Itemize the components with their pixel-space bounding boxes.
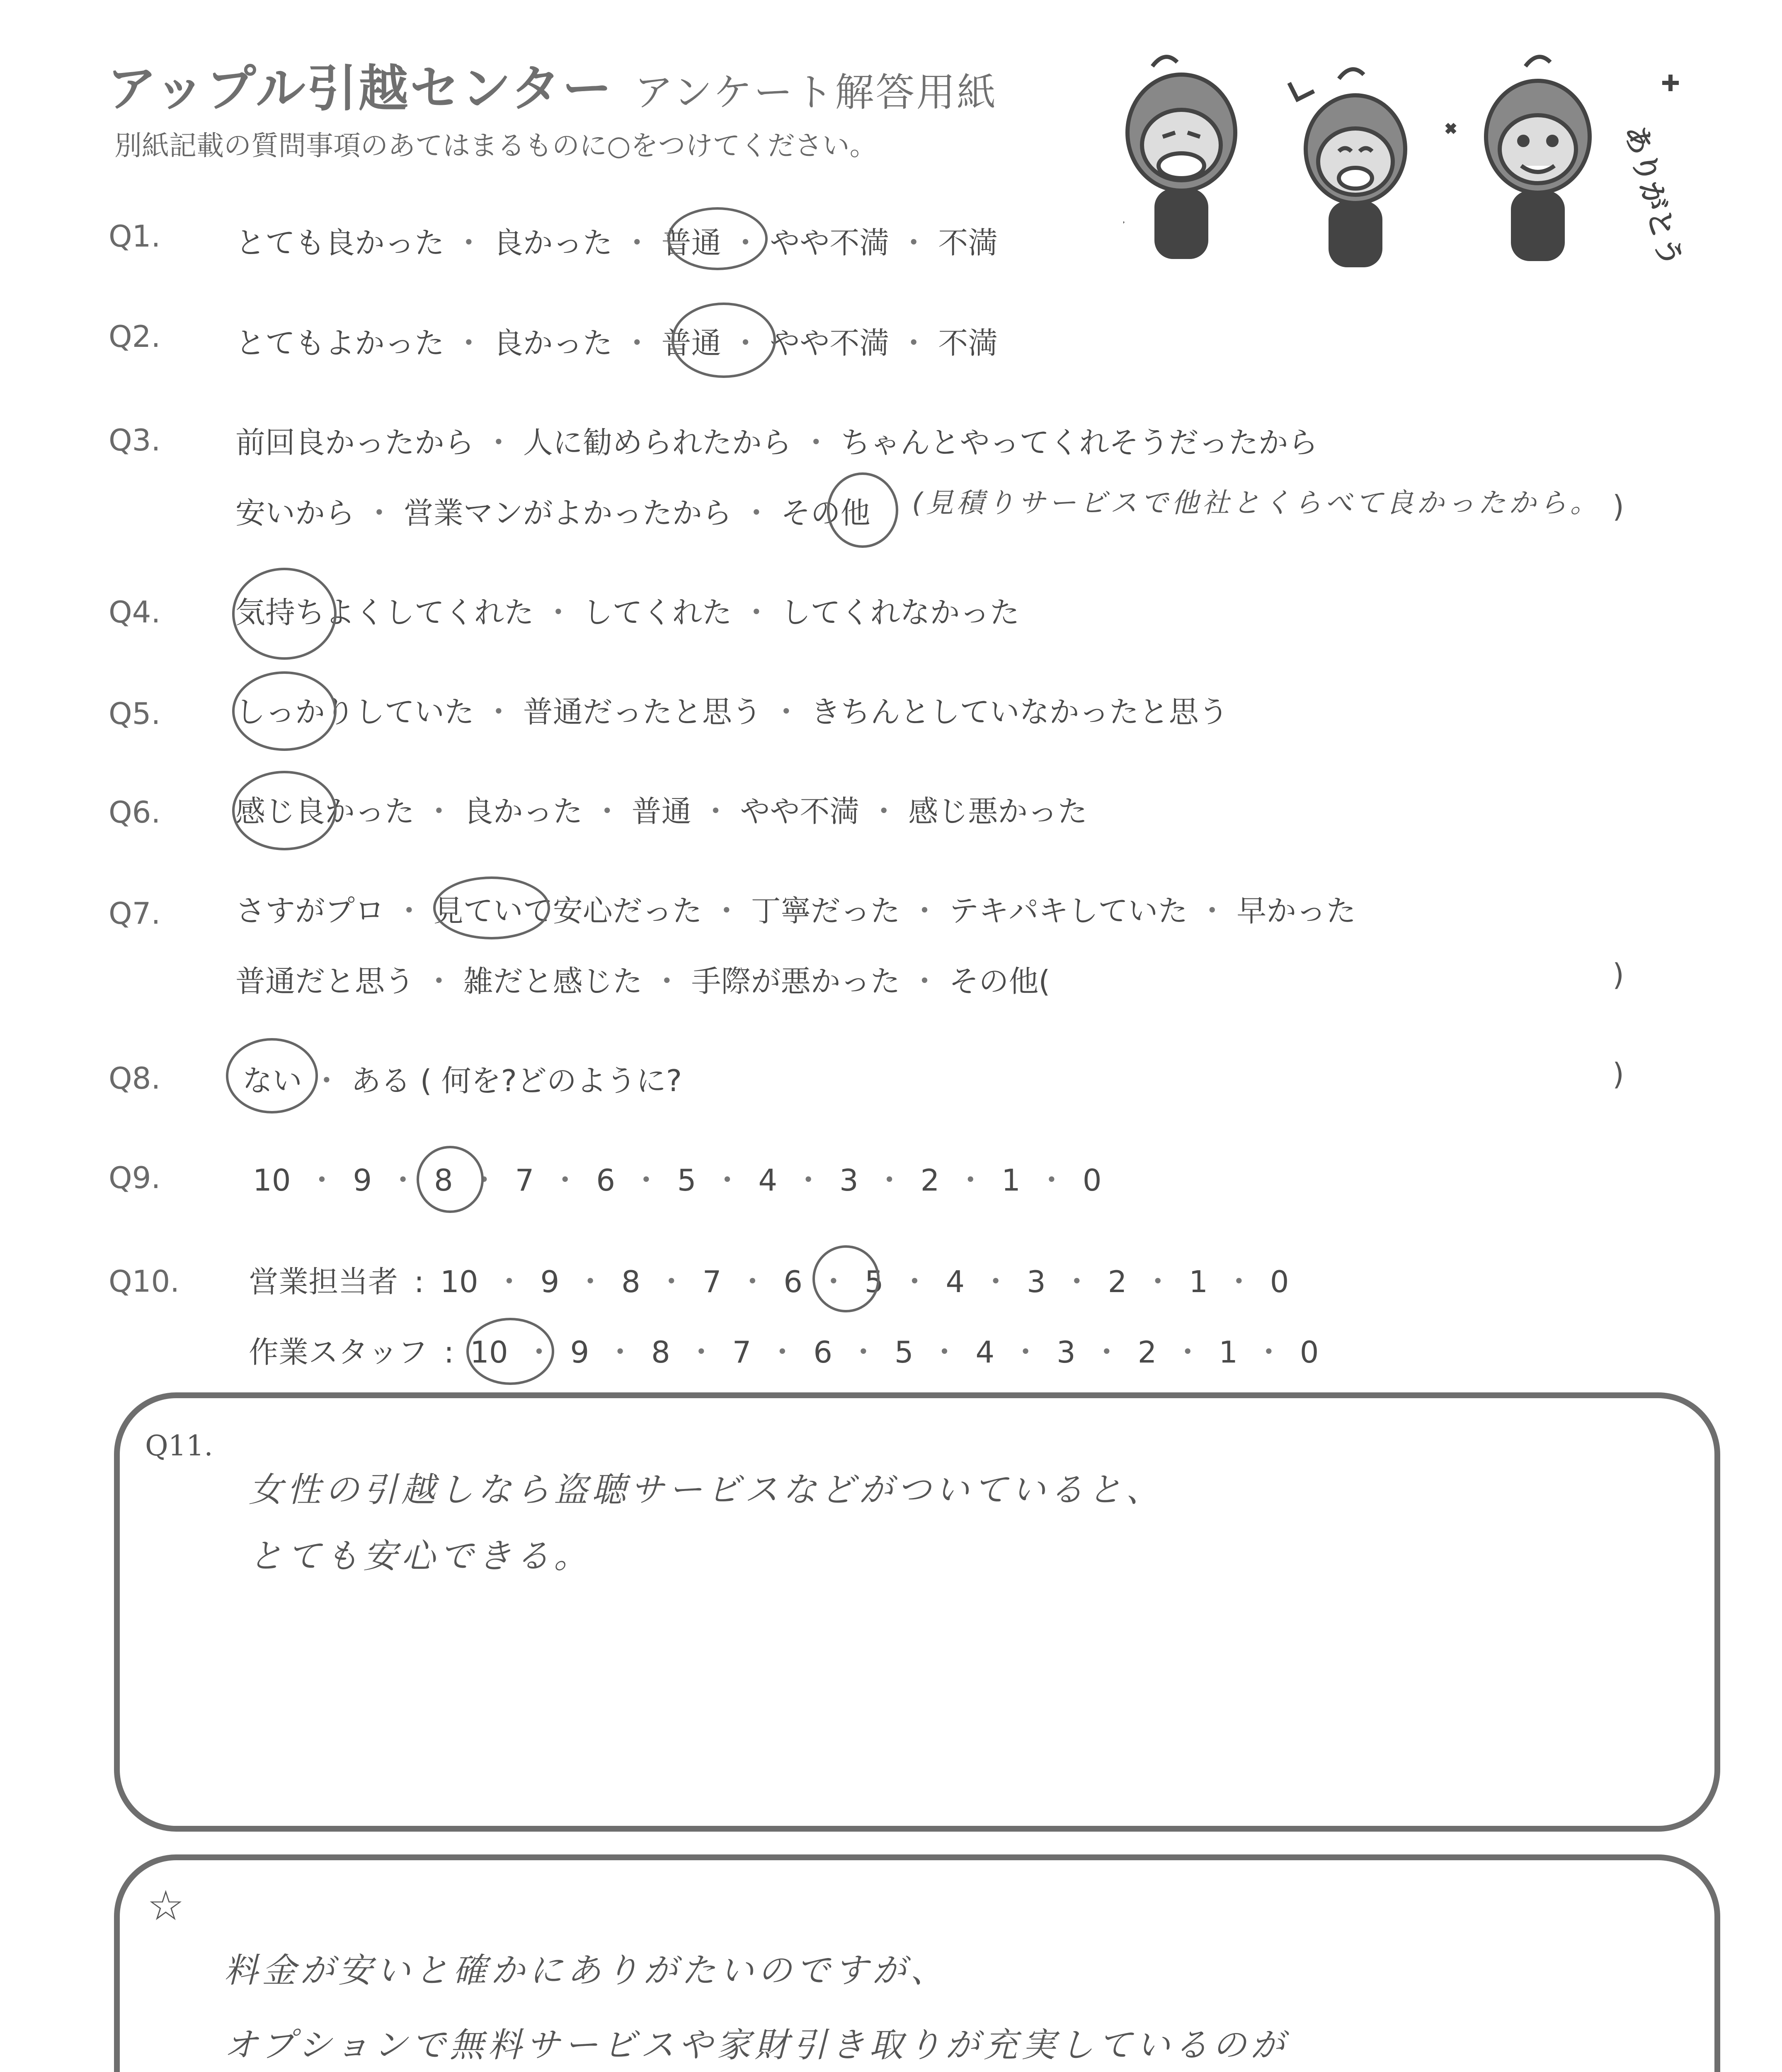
q11-handwritten-line2: とても安心できる。 — [249, 1537, 592, 1576]
free-comment-line2: オプションで無料サービスや家財引き取りが充実しているのが — [224, 2026, 1289, 2065]
q9-10[interactable]: 10 — [253, 1163, 291, 1198]
q11-comment-box[interactable] — [114, 1392, 1720, 1832]
q1-opt3[interactable]: 普通 — [661, 225, 721, 260]
q10-staff-3[interactable]: 3 — [1057, 1335, 1076, 1370]
q9-6[interactable]: 6 — [596, 1163, 615, 1198]
q10-sales-9[interactable]: 9 — [540, 1264, 560, 1299]
q2-number: Q2. — [109, 319, 161, 354]
q9-0[interactable]: 0 — [1082, 1163, 1102, 1198]
star-icon: ☆ — [147, 1881, 184, 1930]
q3-options-line1: 前回良かったから ・ 人に勧められたから ・ ちゃんとやってくれそうだったから — [235, 425, 1318, 460]
q6-answer-circle — [232, 771, 337, 850]
q3-close-paren: ) — [1612, 489, 1624, 524]
survey-title — [107, 49, 997, 120]
q1-options: とても良かった ・ 良かった ・ 普通 ・ やや不満 ・ 不満 — [235, 225, 998, 260]
q10-staff-5[interactable]: 5 — [894, 1335, 914, 1370]
q9-number: Q9. — [109, 1160, 161, 1195]
q10-staff-2[interactable]: 2 — [1137, 1335, 1157, 1370]
q7-opt8[interactable]: 手際が悪かった — [691, 964, 900, 999]
q3-opt6[interactable]: その他 — [781, 496, 870, 530]
q1-opt2[interactable]: 良かった — [493, 225, 613, 260]
thanks-text: ありがとう — [1618, 121, 1689, 271]
q10-staff-8[interactable]: 8 — [651, 1335, 670, 1370]
q10-sales-3[interactable]: 3 — [1027, 1264, 1046, 1299]
q9-4[interactable]: 4 — [758, 1163, 778, 1198]
q10-staff-1[interactable]: 1 — [1219, 1335, 1238, 1370]
q10-staff-answer-circle — [466, 1318, 554, 1385]
q10-staff-label: 作業スタッフ : — [249, 1335, 454, 1370]
q11-label: Q11. — [145, 1430, 213, 1462]
q1-answer-circle — [667, 207, 768, 270]
q10-staff-0[interactable]: 0 — [1300, 1335, 1319, 1370]
q10-staff-6[interactable]: 6 — [813, 1335, 833, 1370]
q10-staff-7[interactable]: 7 — [732, 1335, 752, 1370]
q10-sales-8[interactable]: 8 — [621, 1264, 640, 1299]
q9-scale: 10 ・ 9 ・ 8 ・ 7 ・ 6 ・ 5 ・ 4 ・ 3 ・ 2 ・ 1 ・ 0 — [253, 1163, 1102, 1198]
q7-options-line1: さすがプロ ・ 見ていて安心だった ・ 丁寧だった ・ テキパキしていた ・ 早かった — [235, 893, 1356, 928]
q3-opt4[interactable]: 安いから — [235, 496, 355, 530]
q7-opt1[interactable]: さすがプロ — [235, 893, 385, 928]
q2-opt4[interactable]: やや不満 — [770, 326, 890, 361]
monkey-1-icon — [1123, 57, 1235, 257]
q10-sales-7[interactable]: 7 — [702, 1264, 722, 1299]
form-subtitle: アンケート解答用紙 — [634, 70, 998, 115]
q7-opt4[interactable]: テキパキしていた — [949, 893, 1188, 928]
q10-number: Q10. — [109, 1264, 180, 1299]
q1-number: Q1. — [109, 219, 161, 254]
q10-staff-10[interactable]: 10 — [470, 1335, 508, 1370]
company-name: アップル引越センター — [107, 60, 613, 118]
q10-sales-2[interactable]: 2 — [1108, 1264, 1127, 1299]
q9-7[interactable]: 7 — [515, 1163, 534, 1198]
q10-sales-6[interactable]: 6 — [783, 1264, 803, 1299]
instruction-text: 別紙記載の質問事項のあてはまるものに○をつけてください。 — [114, 130, 877, 162]
q10-sales-4[interactable]: 4 — [946, 1264, 965, 1299]
q10-sales-scale: 営業担当者 : 10 ・ 9 ・ 8 ・ 7 ・ 6 ・ 5 ・ 4 ・ 3 ・ 2 ・ 1 ・ 0 — [249, 1264, 1289, 1299]
mascot-illustration — [1123, 50, 1704, 282]
q10-staff-9[interactable]: 9 — [570, 1335, 589, 1370]
q3-other-handwritten: (見積りサービスで他社とくらべて良かったから。 — [912, 487, 1601, 519]
q5-options: しっかりしていた ・ 普通だったと思う ・ きちんとしていなかったと思う — [235, 695, 1229, 729]
q9-3[interactable]: 3 — [839, 1163, 858, 1198]
q11-handwritten-line1: 女性の引越しなら盗聴サービスなどがついていると、 — [249, 1470, 1164, 1510]
q1-opt4[interactable]: やや不満 — [770, 225, 890, 260]
q5-opt3[interactable]: きちんとしていなかったと思う — [810, 695, 1229, 729]
q7-opt2[interactable]: 見ていて安心だった — [433, 893, 702, 928]
q4-number: Q4. — [109, 595, 161, 629]
q6-opt2[interactable]: 良かった — [463, 794, 583, 829]
q7-opt6[interactable]: 普通だと思う — [235, 964, 415, 999]
q7-number: Q7. — [109, 896, 161, 931]
q3-opt5[interactable]: 営業マンがよかったから — [403, 496, 732, 530]
q9-8[interactable]: 8 — [434, 1163, 453, 1198]
q10-sales-5[interactable]: 5 — [864, 1264, 884, 1299]
q5-answer-circle — [232, 671, 337, 751]
q7-opt9[interactable]: その他( — [949, 964, 1050, 999]
q8-opt2[interactable]: ある ( 何を?どのように? — [351, 1063, 682, 1098]
q8-number: Q8. — [109, 1061, 161, 1096]
q10-sales-label: 営業担当者 : — [249, 1264, 424, 1299]
q4-opt3[interactable]: してくれなかった — [781, 595, 1020, 630]
q3-opt1[interactable]: 前回良かったから — [235, 425, 475, 460]
q7-close-paren: ) — [1612, 957, 1624, 992]
q10-sales-10[interactable]: 10 — [440, 1264, 478, 1299]
q7-options-line2: 普通だと思う ・ 雑だと感じた ・ 手際が悪かった ・ その他( — [235, 964, 1050, 999]
q6-opt1[interactable]: 感じ良かった — [235, 794, 415, 829]
free-comment-line1: 料金が安いと確かにありがたいのですが、 — [224, 1951, 948, 1990]
q2-opt5[interactable]: 不満 — [938, 326, 998, 361]
q9-1[interactable]: 1 — [1001, 1163, 1021, 1198]
q6-opt5[interactable]: 感じ悪かった — [908, 794, 1088, 829]
q6-opt3[interactable]: 普通 — [631, 794, 691, 829]
q2-opt3[interactable]: 普通 — [661, 326, 721, 361]
q9-5[interactable]: 5 — [677, 1163, 696, 1198]
q8-close-paren: ) — [1612, 1057, 1624, 1092]
monkey-2-icon — [1289, 69, 1405, 265]
q2-opt2[interactable]: 良かった — [493, 326, 613, 361]
q10-sales-1[interactable]: 1 — [1189, 1264, 1208, 1299]
q5-opt2[interactable]: 普通だったと思う — [523, 695, 762, 729]
q4-answer-circle — [232, 568, 337, 660]
q3-answer-circle — [827, 472, 898, 548]
q8-options: ない ・ ある ( 何を?どのように? — [242, 1063, 682, 1098]
q2-options: とてもよかった ・ 良かった ・ 普通 ・ やや不満 ・ 不満 — [235, 326, 998, 361]
q9-answer-circle — [417, 1146, 484, 1213]
q10-sales-0[interactable]: 0 — [1270, 1264, 1289, 1299]
q6-number: Q6. — [109, 795, 161, 830]
q9-9[interactable]: 9 — [353, 1163, 372, 1198]
q2-opt1[interactable]: とてもよかった — [235, 326, 445, 361]
q7-opt5[interactable]: 早かった — [1236, 893, 1356, 928]
q8-answer-circle — [226, 1038, 318, 1113]
q2-answer-circle — [672, 303, 776, 378]
q3-options-line2: 安いから ・ 営業マンがよかったから ・ その他 — [235, 496, 870, 530]
q7-answer-circle — [433, 876, 550, 939]
q3-opt3[interactable]: ちゃんとやってくれそうだったから — [840, 425, 1318, 460]
q10-staff-scale: 作業スタッフ : 10 ・ 9 ・ 8 ・ 7 ・ 6 ・ 5 ・ 4 ・ 3 ・ 2 ・ 1 ・ 0 — [249, 1335, 1319, 1370]
q6-opt4[interactable]: やや不満 — [740, 794, 860, 829]
q10-staff-4[interactable]: 4 — [975, 1335, 995, 1370]
q9-2[interactable]: 2 — [920, 1163, 940, 1198]
q4-opt2[interactable]: してくれた — [582, 595, 732, 630]
q4-opt1[interactable]: 気持ちよくしてくれた — [235, 595, 534, 630]
q6-options: 感じ良かった ・ 良かった ・ 普通 ・ やや不満 ・ 感じ悪かった — [235, 794, 1088, 829]
q3-number: Q3. — [109, 423, 161, 457]
q1-opt1[interactable]: とても良かった — [235, 225, 445, 260]
q1-opt5[interactable]: 不満 — [938, 225, 998, 260]
q7-opt3[interactable]: 丁寧だった — [751, 893, 900, 928]
q5-number: Q5. — [109, 696, 161, 731]
monkey-3-icon — [1486, 57, 1590, 259]
q8-opt1[interactable]: ない — [242, 1063, 303, 1098]
q7-opt7[interactable]: 雑だと感じた — [463, 964, 642, 999]
q5-opt1[interactable]: しっかりしていた — [235, 695, 475, 729]
q3-opt2[interactable]: 人に勧められたから — [523, 425, 792, 460]
q4-options: 気持ちよくしてくれた ・ してくれた ・ してくれなかった — [235, 595, 1020, 630]
q10-sales-answer-circle — [812, 1245, 880, 1312]
